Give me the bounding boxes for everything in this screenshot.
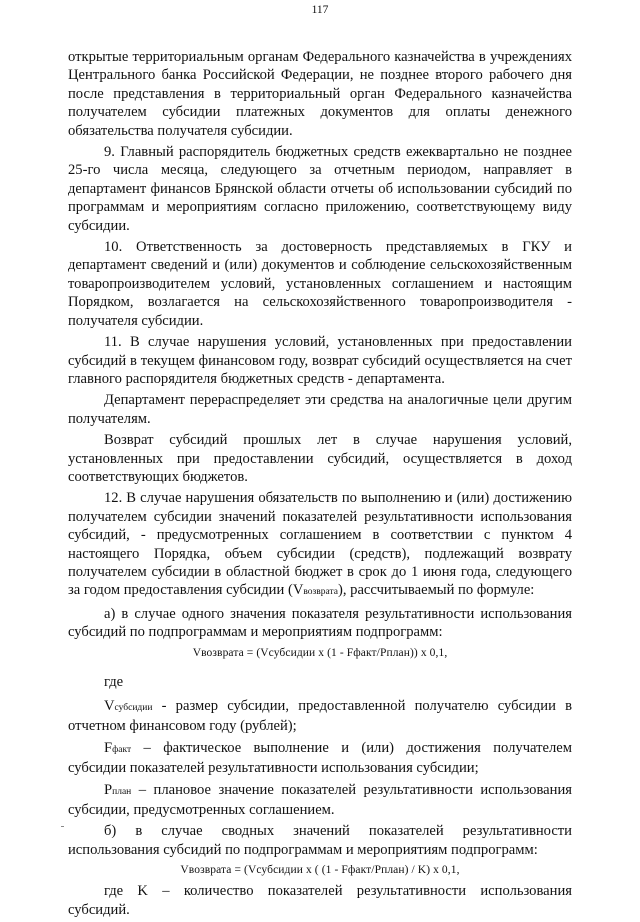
page-number: 117: [311, 4, 329, 16]
definition-p-symbol: P: [104, 781, 113, 798]
definition-v-symbol: V: [104, 698, 115, 714]
formula-b: Vвозврата = (Vсубсидии x ( (1 - Fфакт/Pплан) / K) x 0,1,: [180, 864, 460, 877]
where-label: где: [104, 673, 124, 690]
formula-a: Vвозврата = (Vсубсидии x (1 - Fфакт/Pплан)) x 0,1,: [192, 646, 448, 659]
definition-v-text: - размер субсидии, предоставленной получателю субсидии в отчетном финансовом году (рублей);: [68, 698, 572, 735]
paragraph-12-text: 12. В случае нарушения обязательств по выполнению и (или) достижению получателем субсидии значений показателей результативности использования субсидий, - предусмотренных соглашением в соответствии с пунктом 4 настоящего Порядка, объем субсидии (средств), подлежащий возврату получателем субсидии в областной бюджет в срок до 1 июня года, следующего за годом предоставления субсидии (: [68, 490, 572, 599]
paragraph-12-v: V: [292, 582, 304, 599]
paragraph-12-end: ), рассчитываемый по формуле:: [337, 582, 535, 599]
definition-f-sub: факт: [112, 744, 132, 755]
subparagraph-a: а) в случае одного значения показателя результативности использования субсидий по подпрограммам и мероприятиям подпрограмм:: [68, 605, 572, 641]
paragraph-continuation: открытые территориальным органам Федерального казначейства в учреждениях Центрального банка Российской Федерации, не позднее второго рабочего дня после представления в территориальный орган Федерального казначейства получателем субсидии платежных документов для оплаты денежного обязательства получателя субсидии.: [68, 49, 572, 139]
document-body: [68, 48, 572, 922]
definition-f-text: – фактическое выполнение и (или) достижения получателем субсидии показателей результативности использования субсидии;: [68, 739, 572, 777]
paragraph-12: [68, 489, 572, 601]
paragraph-9: 9. Главный распорядитель бюджетных средств ежеквартально не позднее 25-го числа месяца, следующего за отчетным периодом, направляет в департамент финансов Брянской области отчеты об использовании субсидий по программам и мероприятиям согласно приложению, соответствующему виду субсидии.: [68, 144, 572, 234]
paragraph-11-prior-years: Возврат субсидий прошлых лет в случае нарушения условий, установленных при предоставлении субсидий, осуществляется в доход соответствующих бюджетов.: [68, 432, 572, 485]
definition-p-text: – плановое значение показателей результативности использования субсидии, предусмотренных соглашением.: [68, 781, 572, 819]
definition-f-symbol: F: [104, 739, 113, 756]
scan-speck: [61, 826, 64, 827]
paragraph-12-v-sub: возврата: [303, 587, 338, 598]
definition-p-plan: [68, 781, 572, 820]
subparagraph-b: б) в случае сводных значений показателей результативности использования субсидий по подпрограммам и мероприятиям подпрограмм:: [68, 823, 572, 858]
paragraph-10: 10. Ответственность за достоверность представляемых в ГКУ и департамент сведений и (или) документов и соблюдение сельскохозяйственным товаропроизводителем условий, установленных соглашением и настоящим Порядком, возлагается на сельскохозяйственного товаропроизводителя - получателя субсидии.: [68, 239, 572, 329]
definition-f-fact: [68, 739, 572, 778]
paragraph-11-redistribution: Департамент перераспределяет эти средства на аналогичные цели другим получателям.: [68, 392, 572, 427]
paragraph-11: 11. В случае нарушения условий, установленных при предоставлении субсидий в текущем финансовом году, возврат субсидий осуществляется на счет главного распорядителя бюджетных средств - департамента.: [68, 334, 572, 387]
definition-v-subsidy: [68, 697, 572, 736]
definition-k: где K – количество показателей результативности использования субсидий.: [68, 883, 572, 918]
definition-p-sub: план: [112, 786, 132, 797]
definition-v-sub: субсидии: [114, 703, 153, 713]
